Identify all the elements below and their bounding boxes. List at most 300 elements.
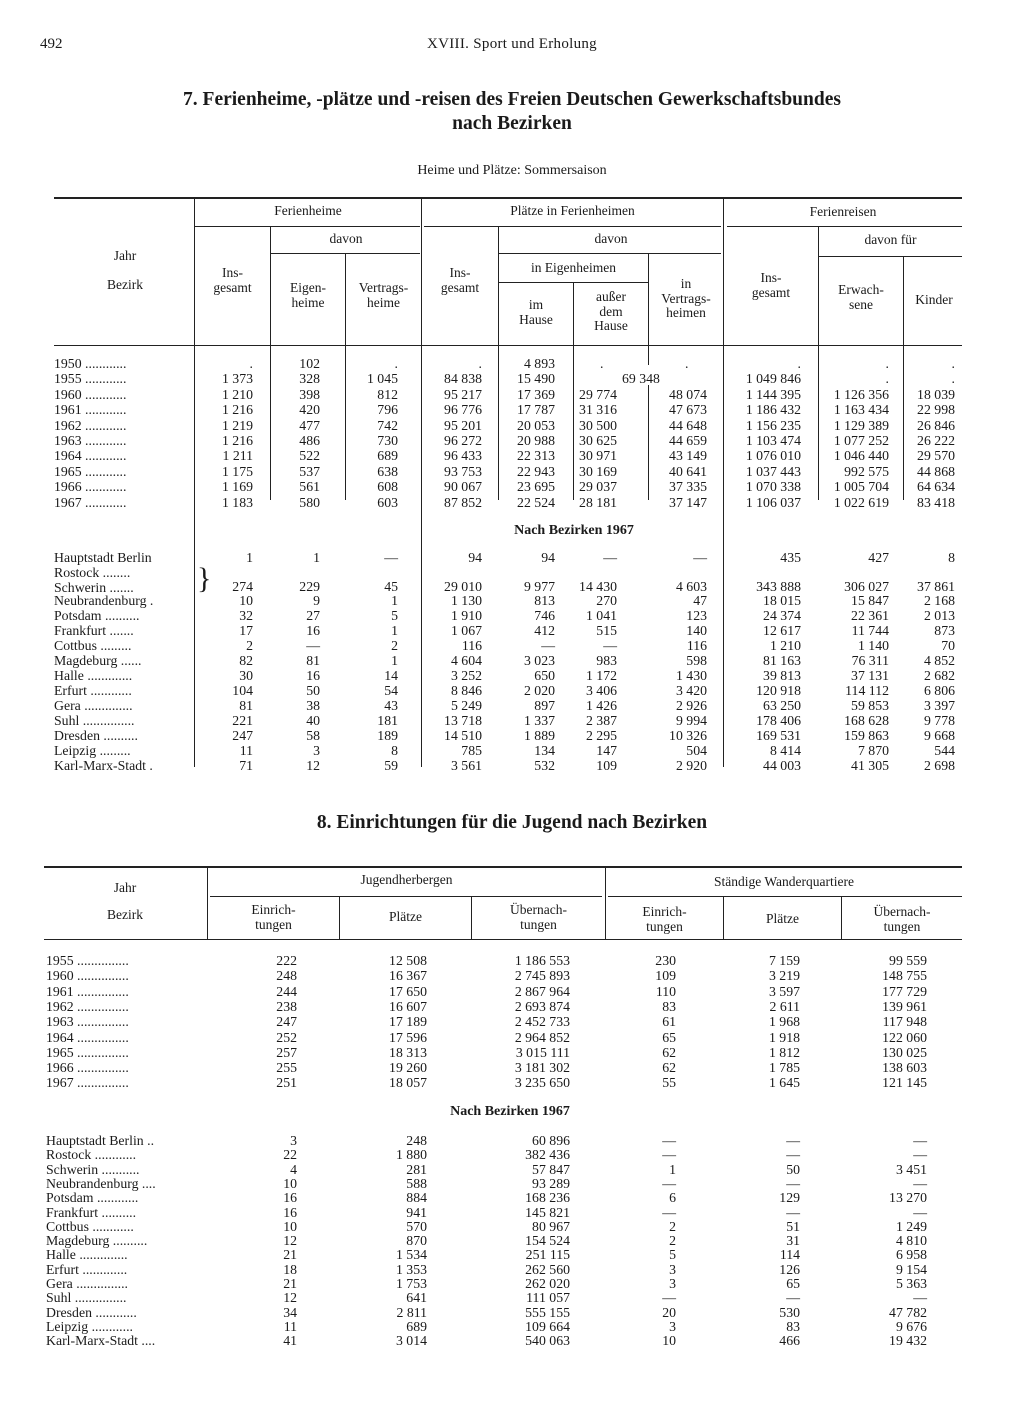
table-cell: 168 236 xyxy=(525,1190,570,1206)
t8-group-jugendherbergen: Jugendherbergen xyxy=(360,872,453,887)
table-cell: 796 xyxy=(377,402,398,418)
t7-stub-bezirk: Bezirk xyxy=(107,277,143,292)
t7-davon-plaetze: davon xyxy=(594,231,628,246)
table-cell: 1 xyxy=(669,1161,676,1177)
table-cell: 44 659 xyxy=(669,433,707,448)
t8-wq-uebernachtungen xyxy=(842,905,962,934)
row-label: 1950 ............ xyxy=(54,356,127,371)
row-label: Suhl ............... xyxy=(54,713,135,728)
table-cell: 140 xyxy=(686,623,707,638)
table-cell: 18 015 xyxy=(763,593,801,608)
table-cell: 59 xyxy=(384,758,398,773)
table-cell: 3 xyxy=(313,743,320,758)
table-cell: 504 xyxy=(686,743,707,758)
table-cell: 126 xyxy=(779,1261,800,1277)
t7-group-ferienreisen: Ferienreisen xyxy=(809,204,877,219)
table-cell: 221 xyxy=(232,713,253,728)
table-cell: — xyxy=(603,638,617,653)
t7-im-hause-2: Hause xyxy=(519,311,553,327)
table-cell: 18 057 xyxy=(389,1075,427,1091)
table-cell-merged: . xyxy=(600,356,604,371)
table-cell: 1 xyxy=(391,593,398,608)
table-cell: 3 597 xyxy=(768,983,800,999)
table-row xyxy=(0,495,1024,510)
t8-wq-plaetze: Plätze xyxy=(766,911,799,926)
table-cell: 306 027 xyxy=(844,579,889,594)
table-cell: 19 260 xyxy=(389,1060,427,1076)
t7-reisen-insgesamt-1: Ins- xyxy=(760,270,782,285)
table-cell: 1 067 xyxy=(450,623,482,638)
row-label: Potsdam ............ xyxy=(46,1190,139,1206)
row-label: Rostock ........ xyxy=(54,565,131,580)
table-cell: 13 718 xyxy=(444,713,482,728)
table-cell-merged: . xyxy=(685,356,689,371)
table-cell: 145 821 xyxy=(525,1204,570,1220)
table-cell: . xyxy=(249,356,253,371)
table-cell: 689 xyxy=(377,448,398,464)
table-cell: 16 xyxy=(306,623,320,638)
table-cell: 24 374 xyxy=(763,608,801,623)
table-cell: 1 183 xyxy=(221,494,253,510)
table-cell: 111 057 xyxy=(526,1290,570,1306)
table-cell: 1 045 xyxy=(366,371,398,387)
table-row xyxy=(0,1045,1024,1060)
table-cell: — xyxy=(541,638,555,653)
table-cell: 9 668 xyxy=(923,728,955,743)
row-label: 1960 ............... xyxy=(46,968,129,984)
table-cell: 40 xyxy=(306,713,320,728)
table-cell: 147 xyxy=(596,743,617,758)
table-cell: 412 xyxy=(534,623,555,638)
table-cell: 30 971 xyxy=(579,448,617,464)
table-row xyxy=(0,638,1024,653)
t8-jh-uebernachtungen xyxy=(472,903,605,932)
t8-stub-jahr: Jahr xyxy=(113,880,137,895)
t7-im-hause-1: im xyxy=(528,297,544,312)
table-cell: 28 181 xyxy=(579,494,617,510)
table-cell: 114 xyxy=(779,1247,800,1263)
table-cell: 2 xyxy=(246,638,253,653)
table-cell: 420 xyxy=(299,402,320,418)
table-cell: 270 xyxy=(596,593,617,608)
table-cell: 148 755 xyxy=(882,968,927,984)
row-label: Neubrandenburg .... xyxy=(46,1175,156,1191)
t8-stub-bezirk: Bezirk xyxy=(107,907,143,922)
table-cell: 555 155 xyxy=(525,1304,570,1320)
table-cell: . xyxy=(885,371,889,387)
table-cell: 32 xyxy=(239,608,253,623)
row-label: 1966 ............ xyxy=(54,479,127,495)
table-cell: 544 xyxy=(934,743,955,758)
table-cell: 18 313 xyxy=(389,1044,427,1060)
table-cell: 4 604 xyxy=(450,653,482,668)
table-cell: 530 xyxy=(779,1304,800,1320)
t8-wq-uebernachtungen-1: Übernach- xyxy=(873,904,931,919)
table-cell: 3 451 xyxy=(895,1161,927,1177)
table-cell: 31 316 xyxy=(579,402,617,418)
table-cell: 2 611 xyxy=(769,998,800,1014)
table-cell: 37 147 xyxy=(669,494,707,510)
t7-group-ferienheime: Ferienheime xyxy=(274,203,342,218)
table-cell: 812 xyxy=(377,386,398,402)
row-label: Frankfurt ....... xyxy=(54,623,134,638)
table-cell: 123 xyxy=(686,608,707,623)
t8-jh-uebernachtungen-1: Übernach- xyxy=(510,902,567,917)
t7-im-hause xyxy=(499,298,573,327)
row-label: 1964 ............... xyxy=(46,1029,129,1045)
table-cell: 3 xyxy=(669,1276,676,1291)
t8-wq-uebernachtungen-2: tungen xyxy=(883,918,921,934)
table-cell: 3 235 650 xyxy=(514,1075,570,1091)
table-cell: 515 xyxy=(596,623,617,638)
t7-vertragsheime xyxy=(346,281,421,310)
table-cell: 1 426 xyxy=(585,698,617,713)
table-cell: 22 524 xyxy=(517,494,555,510)
table-row xyxy=(0,1319,1024,1334)
table-cell: 109 664 xyxy=(525,1318,570,1334)
table-cell: 9 xyxy=(313,593,320,608)
table-cell: 689 xyxy=(406,1318,427,1334)
table-cell: 8 846 xyxy=(450,683,482,698)
table-cell: 45 xyxy=(384,579,398,594)
table-cell: 15 847 xyxy=(851,593,889,608)
table-cell: 11 xyxy=(239,743,253,758)
t7-erwachsene-1: Erwach- xyxy=(838,282,884,297)
table-cell: 10 xyxy=(283,1175,297,1191)
table-cell: 9 676 xyxy=(895,1318,927,1334)
t8-jh-plaetze: Plätze xyxy=(389,909,422,924)
table-row xyxy=(0,387,1024,402)
row-label: Gera ............... xyxy=(46,1276,128,1291)
table-cell: 2 682 xyxy=(923,668,955,683)
row-label: 1962 ............ xyxy=(54,417,127,433)
table-cell: 251 115 xyxy=(525,1247,570,1263)
row-label: Halle .............. xyxy=(46,1247,128,1263)
table-cell: 6 806 xyxy=(923,683,955,698)
row-label: Frankfurt .......... xyxy=(46,1204,137,1220)
table-cell: 181 xyxy=(377,713,398,728)
t7-heime-insgesamt-1: Ins- xyxy=(222,265,243,280)
row-label: Hauptstadt Berlin xyxy=(54,550,152,565)
table-cell: 30 169 xyxy=(579,463,617,479)
table-cell: 992 575 xyxy=(844,463,889,479)
row-label: 1961 ............... xyxy=(46,983,129,999)
t7-in-vertrags-2: Vertrags- xyxy=(661,290,711,306)
table-cell: 10 xyxy=(239,593,253,608)
t7-group-plaetze: Plätze in Ferienheimen xyxy=(510,203,635,218)
table-cell: 608 xyxy=(377,479,398,495)
table-cell: 2 811 xyxy=(396,1304,427,1320)
table-cell: 29 010 xyxy=(444,579,482,594)
table-row xyxy=(0,1162,1024,1177)
table-cell: 1 645 xyxy=(768,1075,800,1091)
table-cell: 7 870 xyxy=(857,743,889,758)
table-cell: 59 853 xyxy=(851,698,889,713)
page-header xyxy=(40,36,984,58)
table-row xyxy=(0,728,1024,743)
row-label: 1967 ............ xyxy=(54,494,127,510)
table-cell: 1 812 xyxy=(768,1044,800,1060)
table-cell: 1 xyxy=(246,550,253,565)
t7-plaetze-insgesamt-2: gesamt xyxy=(440,279,480,295)
table-row xyxy=(0,371,1024,386)
row-label: Karl-Marx-Stadt .... xyxy=(46,1333,156,1349)
table-cell: 1 046 440 xyxy=(833,448,889,464)
table-cell: 486 xyxy=(299,433,320,448)
table-cell: 3 015 111 xyxy=(515,1044,570,1060)
t7-vertragsheime-1: Vertrags- xyxy=(358,280,409,295)
table-cell: — xyxy=(384,550,398,565)
table-cell: 1 249 xyxy=(895,1218,927,1234)
table-cell: 117 948 xyxy=(882,1014,927,1030)
table-cell: 1 216 xyxy=(221,433,253,448)
table-cell: 37 861 xyxy=(917,579,955,594)
table-cell: 41 305 xyxy=(851,758,889,773)
table-cell: 1 186 432 xyxy=(745,402,801,418)
row-label: Dresden .......... xyxy=(54,728,138,743)
table-cell: 1 169 xyxy=(221,479,253,495)
table-cell: 22 xyxy=(283,1147,297,1163)
table-cell: 2 020 xyxy=(523,683,555,698)
table-cell: 50 xyxy=(786,1161,800,1177)
table-cell: 3 xyxy=(290,1133,297,1148)
table-cell: 8 414 xyxy=(769,743,801,758)
table-cell: 70 xyxy=(941,638,955,653)
table-cell: 897 xyxy=(534,698,555,713)
table-cell: 14 xyxy=(384,668,398,683)
table-cell: 1 037 443 xyxy=(745,463,801,479)
table-cell: 81 xyxy=(306,653,320,668)
table-cell: 26 222 xyxy=(917,433,955,448)
table-cell: — xyxy=(786,1290,800,1306)
table-cell: 641 xyxy=(406,1290,427,1306)
table-cell: 1 041 xyxy=(585,608,617,623)
table-cell: 130 025 xyxy=(882,1044,927,1060)
table-cell: 9 154 xyxy=(895,1261,927,1277)
table-cell: 5 xyxy=(669,1247,676,1263)
table-cell: 1 126 356 xyxy=(833,386,889,402)
table-row xyxy=(0,1205,1024,1220)
table-cell: 60 896 xyxy=(532,1133,570,1148)
table-cell: 17 xyxy=(239,623,253,638)
table-cell: 1 785 xyxy=(768,1060,800,1076)
table-cell: 1 337 xyxy=(523,713,555,728)
table-cell: 17 369 xyxy=(517,386,555,402)
table-cell: 238 xyxy=(276,998,297,1014)
table-cell: 435 xyxy=(780,550,801,565)
brace-icon: } xyxy=(197,562,212,595)
table-cell: 5 249 xyxy=(450,698,482,713)
table-row xyxy=(0,683,1024,698)
t8-wq-einrichtungen xyxy=(606,905,723,934)
table-cell: 3 181 302 xyxy=(514,1060,570,1076)
table-cell: 274 xyxy=(232,579,253,594)
table-cell: — xyxy=(662,1147,676,1163)
table-cell: 27 xyxy=(306,608,320,623)
row-label: 1964 ............ xyxy=(54,448,127,464)
table-cell: 746 xyxy=(534,608,555,623)
table-cell: 244 xyxy=(276,983,297,999)
table-cell: 1 210 xyxy=(769,638,801,653)
table-cell: 4 893 xyxy=(523,356,555,371)
table-cell: 1 106 037 xyxy=(745,494,801,510)
table-cell: 1 005 704 xyxy=(833,479,889,495)
table-cell: 1 175 xyxy=(221,463,253,479)
table-cell: 84 838 xyxy=(444,371,482,387)
table-cell: 64 634 xyxy=(917,479,955,495)
table-cell: 3 397 xyxy=(923,698,955,713)
table-cell: 26 846 xyxy=(917,417,955,433)
row-label: Halle ............. xyxy=(54,668,133,683)
table-cell: 11 xyxy=(283,1318,297,1334)
table-cell: 9 994 xyxy=(675,713,707,728)
row-label: Potsdam .......... xyxy=(54,608,140,623)
table-cell: 81 xyxy=(239,698,253,713)
table-cell: 12 617 xyxy=(763,623,801,638)
table-cell: 44 868 xyxy=(917,463,955,479)
table-cell: 154 524 xyxy=(525,1233,570,1249)
table-cell: 34 xyxy=(283,1304,297,1320)
row-label: 1965 ............ xyxy=(54,463,127,479)
table-cell: — xyxy=(786,1133,800,1148)
table-cell: 2 013 xyxy=(923,608,955,623)
table-cell: 109 xyxy=(596,758,617,773)
table-cell: 1 373 xyxy=(221,371,253,387)
table-cell: 90 067 xyxy=(444,479,482,495)
table-row xyxy=(0,1305,1024,1320)
table-cell: 15 490 xyxy=(517,371,555,387)
table-row xyxy=(0,653,1024,668)
table-cell: 96 433 xyxy=(444,448,482,464)
t8-group-wanderquartiere: Ständige Wanderquartiere xyxy=(714,874,854,889)
table-cell: 114 112 xyxy=(845,683,889,698)
table-row xyxy=(0,433,1024,448)
table-cell: 1 049 846 xyxy=(745,371,801,387)
row-label: Rostock ............ xyxy=(46,1147,137,1163)
table-row xyxy=(0,999,1024,1014)
table-cell: 1 910 xyxy=(450,608,482,623)
table-cell: 47 xyxy=(693,593,707,608)
table-cell: 96 776 xyxy=(444,402,482,418)
table-cell: — xyxy=(913,1290,927,1306)
row-label: 1963 ............... xyxy=(46,1014,129,1030)
table-cell: 29 570 xyxy=(917,448,955,464)
table-cell: 537 xyxy=(299,463,320,479)
table-cell: 2 168 xyxy=(923,593,955,608)
table7-title-line1: 7. Ferienheime, -plätze und -reisen des Freien Deutschen Gewerkschaftsbundes xyxy=(183,89,841,110)
table-cell: 110 xyxy=(655,983,676,999)
table-row xyxy=(0,1233,1024,1248)
table-cell: . xyxy=(797,356,801,371)
table-cell: 742 xyxy=(377,417,398,433)
t7-ausser-dem-hause xyxy=(574,290,648,334)
table-cell: 3 252 xyxy=(450,668,482,683)
table-cell: 17 596 xyxy=(389,1029,427,1045)
table-cell: 1 918 xyxy=(768,1029,800,1045)
table-cell: 2 295 xyxy=(585,728,617,743)
row-label: Cottbus ............ xyxy=(46,1218,134,1234)
table-cell: 11 744 xyxy=(851,623,889,638)
table-cell: 477 xyxy=(299,417,320,433)
table-cell: 178 406 xyxy=(756,713,801,728)
table-cell: 129 xyxy=(779,1190,800,1206)
table-cell: 159 863 xyxy=(844,728,889,743)
table-cell: 1 534 xyxy=(395,1247,427,1263)
row-label: Karl-Marx-Stadt . xyxy=(54,758,153,773)
t7-in-eigenheimen: in Eigenheimen xyxy=(530,260,617,275)
table-cell: 9 778 xyxy=(923,713,955,728)
table-cell: 252 xyxy=(276,1029,297,1045)
table-cell: 13 270 xyxy=(889,1190,927,1206)
table-cell: 12 xyxy=(306,758,320,773)
table-cell: 1 xyxy=(391,653,398,668)
table-row xyxy=(0,356,1024,371)
table-cell: 6 958 xyxy=(895,1247,927,1263)
table-cell: 466 xyxy=(779,1333,800,1349)
t7-davon-fuer: davon für xyxy=(864,232,917,247)
table-cell: 62 xyxy=(662,1044,676,1060)
table-cell: 22 998 xyxy=(917,402,955,418)
table-row xyxy=(0,1060,1024,1075)
table-row xyxy=(0,418,1024,433)
table-row xyxy=(0,968,1024,983)
table-cell: 30 xyxy=(239,668,253,683)
table-cell: 57 847 xyxy=(532,1161,570,1177)
table-cell: 17 650 xyxy=(389,983,427,999)
t7-heime-insgesamt-2: gesamt xyxy=(213,279,252,295)
table-cell: 1 210 xyxy=(221,386,253,402)
table-cell: 5 xyxy=(391,608,398,623)
chapter-title: XVIII. Sport und Erholung xyxy=(427,36,597,52)
table-cell: 17 189 xyxy=(389,1014,427,1030)
t7-ausser-3: Hause xyxy=(594,318,628,333)
t7-davon-heime: davon xyxy=(329,231,363,246)
table-cell: 80 967 xyxy=(532,1218,570,1234)
table-cell: 3 561 xyxy=(450,758,482,773)
table-cell: 14 430 xyxy=(579,579,617,594)
table-cell: 2 698 xyxy=(923,758,955,773)
table-cell: 229 xyxy=(299,579,320,594)
table-row xyxy=(0,593,1024,608)
table-cell: 94 xyxy=(468,550,482,565)
table-cell: 540 063 xyxy=(525,1333,570,1349)
table-cell: 19 432 xyxy=(889,1333,927,1349)
table-cell: 93 753 xyxy=(444,463,482,479)
table-cell: 884 xyxy=(406,1190,427,1206)
table-cell: 2 745 893 xyxy=(514,968,570,984)
t7-erwachsene xyxy=(819,283,903,312)
table-cell: 1 070 338 xyxy=(745,479,801,495)
t8-jh-uebernachtungen-2: tungen xyxy=(520,916,557,932)
table-cell: 23 695 xyxy=(517,479,555,495)
table-cell: 16 367 xyxy=(389,968,427,984)
table-cell: 44 648 xyxy=(669,417,707,433)
table-cell: 870 xyxy=(406,1233,427,1249)
table-cell: 1 211 xyxy=(222,448,253,464)
table-cell: 30 625 xyxy=(579,433,617,448)
table-cell: — xyxy=(913,1204,927,1220)
table-cell: 12 xyxy=(283,1290,297,1306)
table-row xyxy=(0,1290,1024,1305)
table-cell: 41 xyxy=(283,1333,297,1349)
table-cell: 21 xyxy=(283,1276,297,1291)
table-cell: 561 xyxy=(299,479,320,495)
table-cell: 93 289 xyxy=(532,1175,570,1191)
t8-jh-einrichtungen-2: tungen xyxy=(255,916,292,932)
table-cell: 1 103 474 xyxy=(745,433,801,448)
table-cell: 248 xyxy=(406,1133,427,1148)
table-cell: 169 531 xyxy=(756,728,801,743)
